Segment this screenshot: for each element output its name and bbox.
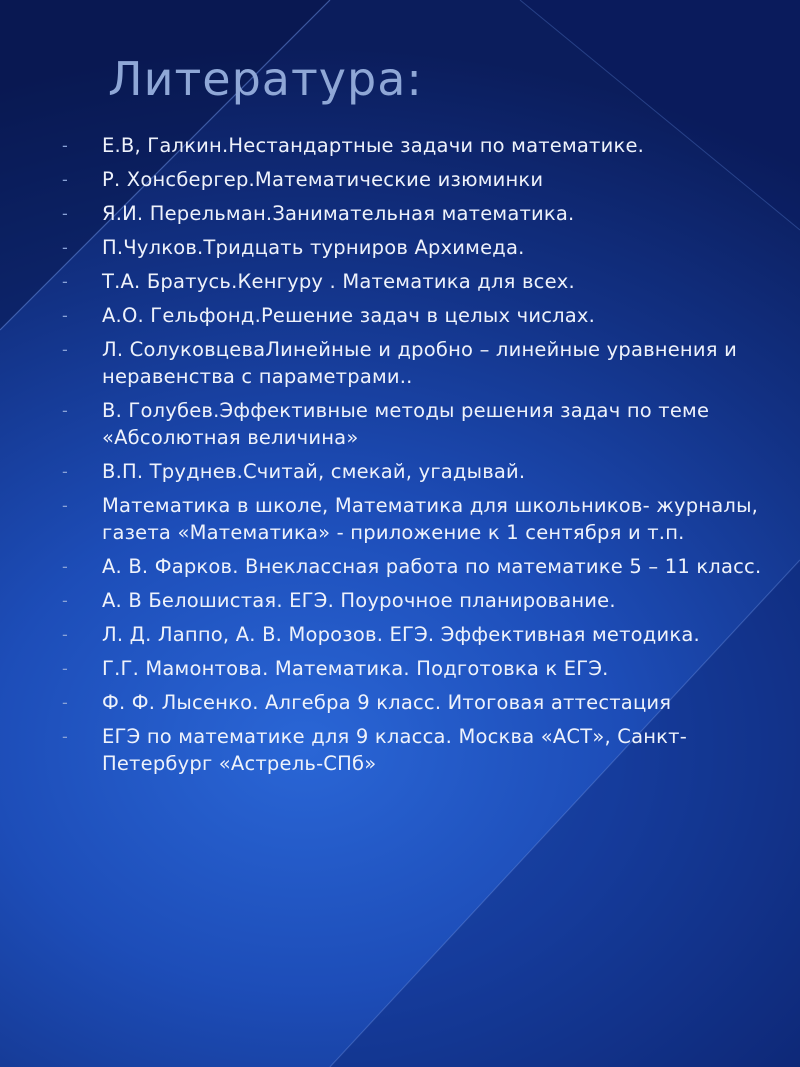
list-item xyxy=(62,234,792,261)
list-item xyxy=(62,458,792,485)
list-item xyxy=(62,268,792,295)
bullet-dash: - xyxy=(62,659,68,678)
reference-text: Г.Г. Мамонтова. Математика. Подготовка к ЕГЭ. xyxy=(102,657,609,680)
bullet-dash: - xyxy=(62,136,68,155)
bullet-dash: - xyxy=(62,340,68,359)
list-item xyxy=(62,132,792,159)
list-item xyxy=(62,553,792,580)
reference-text: Л. Д. Лаппо, А. В. Морозов. ЕГЭ. Эффективная методика. xyxy=(102,623,700,646)
reference-text: Е.В, Галкин.Нестандартные задачи по математике. xyxy=(102,134,645,157)
list-item xyxy=(62,587,792,614)
bullet-dash: - xyxy=(62,557,68,576)
bullet-dash: - xyxy=(62,591,68,610)
bullet-dash: - xyxy=(62,204,68,223)
list-item xyxy=(62,336,792,390)
bullet-dash: - xyxy=(62,462,68,481)
reference-text: А. В Белошистая. ЕГЭ. Поурочное планирование. xyxy=(102,589,616,612)
reference-text: Л. СолуковцеваЛинейные и дробно – линейные уравнения и неравенства с параметрами.. xyxy=(102,338,737,388)
list-item xyxy=(62,492,792,546)
reference-text: Ф. Ф. Лысенко. Алгебра 9 класс. Итоговая аттестация xyxy=(102,691,672,714)
bullet-dash: - xyxy=(62,693,68,712)
reference-text: Т.А. Братусь.Кенгуру . Математика для всех. xyxy=(102,270,575,293)
bullet-dash: - xyxy=(62,727,68,746)
slide-title: Литература: xyxy=(108,52,423,106)
bullet-dash: - xyxy=(62,496,68,515)
list-item xyxy=(62,621,792,648)
reference-list xyxy=(62,132,792,784)
reference-text: ЕГЭ по математике для 9 класса. Москва «АСТ», Санкт-Петербург «Астрель-СПб» xyxy=(102,725,687,775)
list-item xyxy=(62,689,792,716)
reference-text: А. В. Фарков. Внеклассная работа по математике 5 – 11 класс. xyxy=(102,555,762,578)
list-item xyxy=(62,302,792,329)
reference-text: Р. Хонсбергер.Математические изюминки xyxy=(102,168,544,191)
reference-text: А.О. Гельфонд.Решение задач в целых числах. xyxy=(102,304,596,327)
bullet-dash: - xyxy=(62,238,68,257)
bullet-dash: - xyxy=(62,272,68,291)
bullet-dash: - xyxy=(62,401,68,420)
list-item xyxy=(62,397,792,451)
list-item xyxy=(62,723,792,777)
bullet-dash: - xyxy=(62,625,68,644)
reference-text: П.Чулков.Тридцать турниров Архимеда. xyxy=(102,236,525,259)
bullet-dash: - xyxy=(62,306,68,325)
reference-text: В.П. Труднев.Считай, смекай, угадывай. xyxy=(102,460,526,483)
list-item xyxy=(62,166,792,193)
reference-text: Математика в школе, Математика для школьников- журналы, газета «Математика» - приложение к 1 сентября и т.п. xyxy=(102,494,759,544)
list-item xyxy=(62,200,792,227)
reference-text: Я.И. Перельман.Занимательная математика. xyxy=(102,202,575,225)
list-item xyxy=(62,655,792,682)
reference-text: В. Голубев.Эффективные методы решения задач по теме «Абсолютная величина» xyxy=(102,399,710,449)
bullet-dash: - xyxy=(62,170,68,189)
